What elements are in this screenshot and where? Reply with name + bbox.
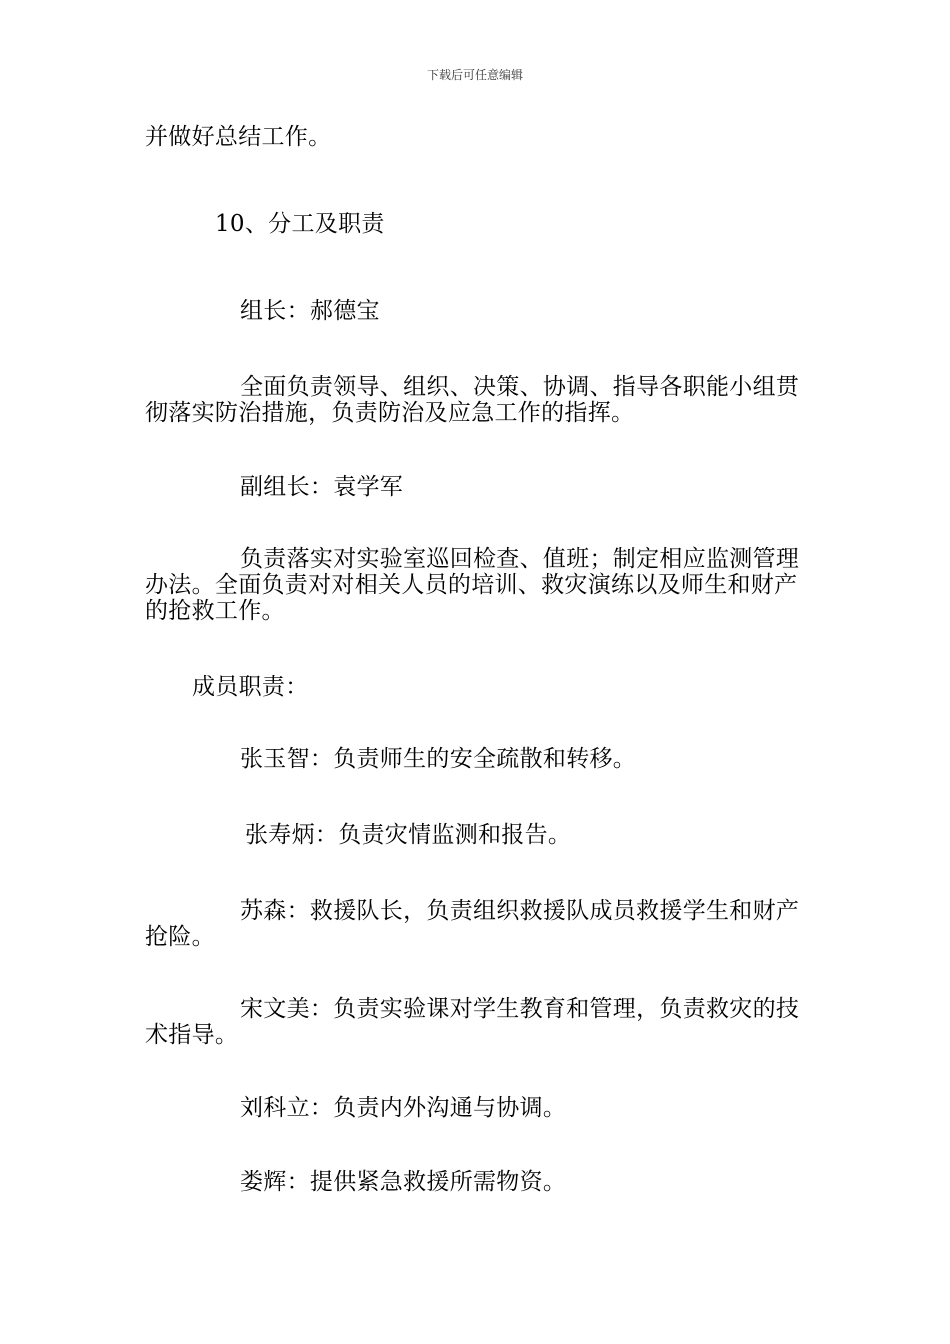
section-heading: 10、分工及职责 — [215, 211, 385, 237]
member-duty-item: 宋文美：负责实验课对学生教育和管理，负责救灾的技术指导。 — [145, 996, 800, 1048]
member-duty-item: 娄辉：提供紧急救援所需物资。 — [240, 1169, 567, 1195]
member-duty-item: 苏森：救援队长，负责组织救援队成员救援学生和财产抢险。 — [145, 898, 800, 950]
member-duty-item: 张寿炳：负责灾情监测和报告。 — [245, 822, 572, 848]
paragraph-summary: 并做好总结工作。 — [145, 124, 332, 150]
deputy-leader-duties: 负责落实对实验室巡回检查、值班；制定相应监测管理办法。全面负责对对相关人员的培训、救灾演练以及师生和财产的抢救工作。 — [145, 546, 800, 624]
members-heading: 成员职责： — [192, 674, 309, 700]
leader-duties: 全面负责领导、组织、决策、协调、指导各职能小组贯彻落实防治措施，负责防治及应急工作的指挥。 — [145, 374, 800, 426]
leader-line: 组长：郝德宝 — [240, 298, 380, 324]
member-duty-item: 刘科立：负责内外沟通与协调。 — [240, 1095, 567, 1121]
deputy-leader-line: 副组长：袁学军 — [240, 474, 404, 500]
page-header-note: 下载后可任意编辑 — [426, 68, 523, 82]
member-duty-item: 张玉智：负责师生的安全疏散和转移。 — [240, 746, 637, 772]
